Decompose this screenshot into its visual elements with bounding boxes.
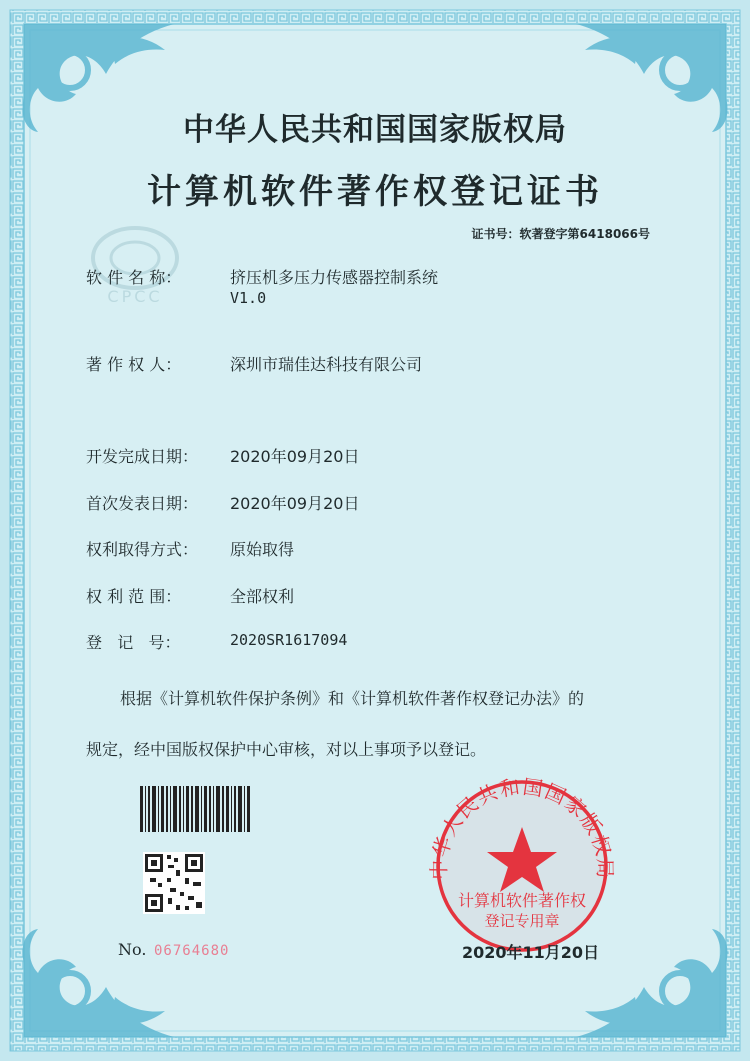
seal-arc-text: 中华人民共和国国家版权局 [426, 774, 618, 880]
statement-line-1: 根据《计算机软件保护条例》和《计算机软件著作权登记办法》的 [120, 689, 585, 708]
acquisition-method-value: 原始取得 [230, 540, 295, 559]
certificate-number [472, 225, 650, 242]
certificate-title: 计算机软件著作权登记证书 [147, 172, 603, 212]
rights-scope-label: 权 利 范 围： [86, 587, 182, 606]
serial-label: No. [118, 940, 147, 959]
publication-date-label: 首次发表日期： [86, 494, 199, 513]
watermark-text: CPCC [107, 287, 163, 306]
acquisition-method-label: 权利取得方式： [86, 540, 199, 559]
certificate-number-label: 证书号： [471, 227, 520, 241]
certificate-number-value: 软著登字第6418066号 [519, 227, 650, 241]
software-name-label: 软 件 名 称： [86, 268, 182, 287]
registration-number-value: 2020SR1617094 [230, 631, 348, 649]
software-name-value: 挤压机多压力传感器控制系统 [230, 268, 439, 287]
issuer-name: 中华人民共和国国家版权局 [183, 112, 567, 148]
completion-date-value: 2020年09月20日 [230, 447, 360, 466]
software-version-value: V1.0 [230, 289, 267, 307]
issue-date: 2020年11月20日 [462, 943, 600, 962]
seal-line2: 登记专用章 [484, 912, 560, 930]
registration-number-label: 登 记 号： [86, 633, 181, 652]
copyright-owner-value: 深圳市瑞佳达科技有限公司 [230, 355, 423, 374]
seal-line1: 计算机软件著作权 [457, 891, 587, 910]
completion-date-label: 开发完成日期： [86, 447, 199, 466]
copyright-owner-label: 著 作 权 人： [86, 355, 182, 374]
serial-number: 06764680 [154, 943, 230, 959]
publication-date-value: 2020年09月20日 [230, 494, 360, 513]
statement-line-2: 规定，经中国版权保护中心审核，对以上事项予以登记。 [86, 740, 487, 759]
rights-scope-value: 全部权利 [230, 587, 295, 606]
qr-code [143, 852, 205, 914]
